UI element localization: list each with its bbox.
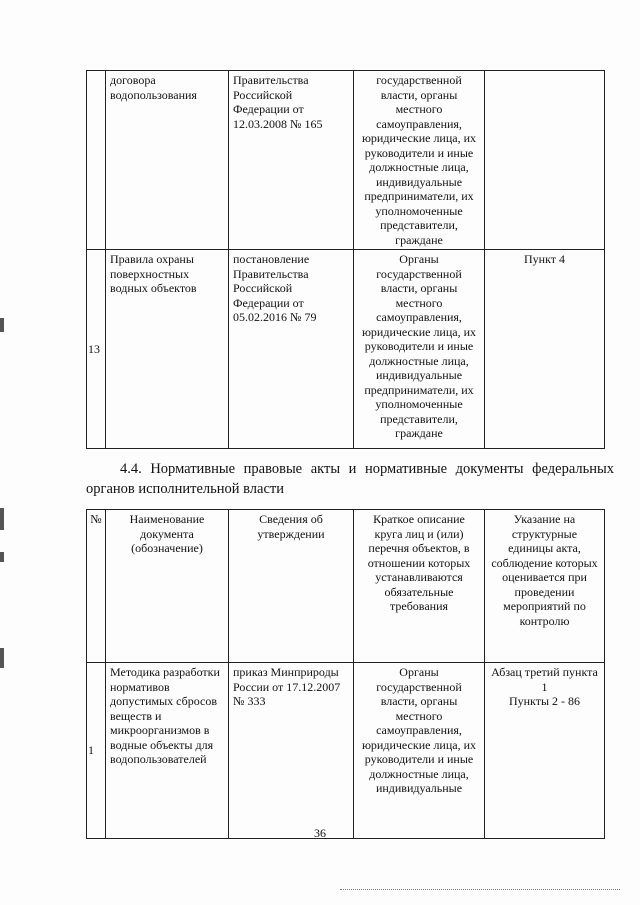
document-name-cell: Правила охраны поверхностных водных объектов	[106, 250, 229, 449]
page-number: 36	[314, 826, 326, 840]
scan-edge-mark	[0, 648, 4, 668]
section-heading-line-1: 4.4. Нормативные правовые акты и нормативные документы федеральных	[120, 461, 614, 477]
document-name-cell: Методика разработки нормативов допустимых сбросов веществ и микроорганизмов в водные объекты для водопользователей	[106, 663, 229, 839]
section-heading-line-2: органов исполнительной власти	[86, 481, 285, 497]
continuation-table	[86, 70, 605, 449]
document-name-cell: договора водопользования	[106, 71, 229, 250]
header-indication: Указание на структурные единицы акта, соблюдение которых оценивается при проведении мероприятий по контролю	[485, 510, 605, 663]
regulations-table	[86, 509, 605, 839]
persons-cell: государственной власти, органы местного самоуправления, юридические лица, их руководители и иные должностные лица, индивидуальные предприниматели, их уполномоченные представители, граждане	[354, 71, 485, 250]
persons-cell: Органы государственной власти, органы местного самоуправления, юридические лица, их руководители и иные должностные лица, индивидуальные	[354, 663, 485, 839]
approval-cell: Правительства Российской Федерации от 12.03.2008 № 165	[229, 71, 354, 250]
indication-line-2: Пункты 2 - 86	[508, 694, 581, 708]
persons-cell: Органы государственной власти, органы местного самоуправления, юридические лица, их руководители и иные должностные лица, индивидуальные предприниматели, их уполномоченные представители, граждане	[354, 250, 485, 449]
header-num: №	[87, 510, 106, 663]
table-row	[87, 663, 605, 839]
header-persons: Краткое описание круга лиц и (или) перечня объектов, в отношении которых устанавливаются обязательные требования	[354, 510, 485, 663]
row-number-cell: 1	[87, 663, 106, 839]
indication-line-1: Абзац третий пункта 1	[491, 665, 598, 694]
indication-cell	[485, 663, 605, 839]
scan-dotted-line	[340, 889, 620, 891]
row-number-cell	[87, 71, 106, 250]
approval-cell: приказ Минприроды России от 17.12.2007 № 333	[229, 663, 354, 839]
indication-cell	[485, 71, 605, 250]
header-name: Наименование документа (обозначение)	[106, 510, 229, 663]
header-approval: Сведения об утверждении	[229, 510, 354, 663]
section-heading	[86, 459, 614, 499]
approval-cell: постановление Правительства Российской Федерации от 05.02.2016 № 79	[229, 250, 354, 449]
table-row	[87, 250, 605, 449]
table-header-row	[87, 510, 605, 663]
scan-edge-mark	[0, 318, 4, 332]
scan-edge-mark	[0, 508, 4, 530]
indication-cell: Пункт 4	[485, 250, 605, 449]
row-number-cell: 13	[87, 250, 106, 449]
table-row	[87, 71, 605, 250]
scan-edge-mark	[0, 552, 4, 562]
